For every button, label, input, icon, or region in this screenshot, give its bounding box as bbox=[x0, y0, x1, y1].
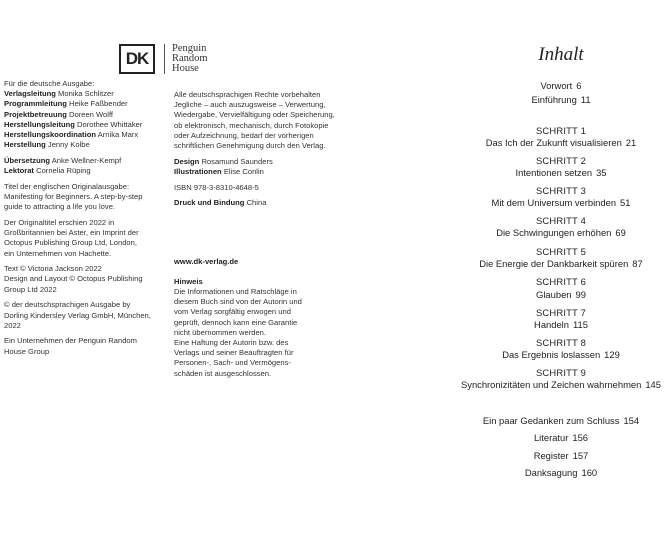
credit-line: Projektbetreuung Doreen Wolff bbox=[4, 109, 114, 119]
logo-divider bbox=[164, 44, 165, 74]
toc-entry[interactable]: Intentionen setzen 35 bbox=[515, 167, 607, 178]
credit-line: Lektorat Cornelia Rüping bbox=[4, 166, 91, 176]
credit-line: Design Rosamund Saunders bbox=[174, 156, 273, 166]
toc-entry[interactable]: Einführung 11 bbox=[531, 94, 591, 105]
toc-step-label: SCHRITT 1 bbox=[535, 125, 587, 136]
credit-line: Herstellungsleitung Dorothee Whittaker bbox=[4, 119, 143, 129]
design-credits-block bbox=[174, 157, 344, 177]
toc-step-label: SCHRITT 8 bbox=[535, 337, 587, 348]
website-block bbox=[174, 257, 344, 267]
toc-entry[interactable]: Synchronizitäten und Zeichen wahrnehmen 145 bbox=[461, 379, 661, 390]
toc-entry[interactable]: Die Schwingungen erhöhen 69 bbox=[496, 227, 626, 238]
rights-column bbox=[174, 90, 344, 384]
copyright-block: Text © Victoria Jackson 2022 Design and Layout © Octopus Publishing Group Ltd 2022 bbox=[4, 264, 143, 294]
print-block bbox=[174, 198, 344, 208]
toc-step-label: SCHRITT 4 bbox=[535, 215, 587, 226]
credits-intro: Für die deutsche Ausgabe: bbox=[4, 79, 95, 88]
toc-entry[interactable]: Glauben 99 bbox=[536, 289, 586, 300]
original-publication-block: Der Originaltitel erschien 2022 in Großbritannien bei Aster, ein Imprint der Octopus Publishing Group Ltd, London, ein Unternehmen von Hachette. bbox=[4, 217, 139, 258]
toc-step-label: SCHRITT 3 bbox=[535, 185, 587, 196]
company-block: Ein Unternehmen der Penguin Random House Group bbox=[4, 336, 137, 356]
credit-line: Verlagsleitung Monika Schlitzer bbox=[4, 89, 114, 99]
toc-step-label: SCHRITT 9 bbox=[535, 367, 587, 378]
toc-entry[interactable]: Das Ergebnis loslassen 129 bbox=[502, 349, 620, 360]
wordmark-line: Random bbox=[172, 53, 208, 64]
wordmark-line: House bbox=[172, 63, 199, 74]
toc-title: Inhalt bbox=[538, 44, 584, 65]
toc-entry[interactable]: Mit dem Universum verbinden 51 bbox=[491, 197, 631, 208]
publisher-logo bbox=[119, 44, 208, 74]
german-copyright-block: © der deutschsprachigen Ausgabe by Dorling Kindersley Verlag GmbH, München, 2022 bbox=[4, 300, 151, 330]
rights-block: Alle deutschsprachigen Rechte vorbehalten Jegliche – auch auszugsweise – Verwertung, Wiedergabe, Vervielfältigung oder Speicherung, ob elektronisch, mechanisch, durch Fotokopie oder Aufzeichnung, bedarf der vorherigen schriftlichen Genehmigung durch den Verlag. bbox=[174, 90, 335, 151]
toc-entry[interactable]: Die Energie der Dankbarkeit spüren 87 bbox=[479, 258, 643, 269]
website-link: www.dk-verlag.de bbox=[174, 256, 239, 266]
original-title-block: Titel der englischen Originalausgabe: Manifesting for Beginners. A step-by-step guide to attracting a life you love. bbox=[4, 181, 143, 212]
translation-block bbox=[4, 156, 154, 176]
wordmark-line: Penguin bbox=[172, 43, 207, 54]
credit-line: Herstellungskoordination Arnika Marx bbox=[4, 130, 139, 140]
credit-line: Übersetzung Anke Wellner-Kempf bbox=[4, 155, 122, 165]
credits-block bbox=[4, 79, 154, 150]
toc-entry[interactable]: Danksagung 160 bbox=[524, 467, 598, 478]
notice-heading: Hinweis bbox=[174, 276, 203, 286]
toc-entry[interactable]: Register 157 bbox=[533, 450, 589, 461]
toc-entry[interactable]: Vorwort 6 bbox=[540, 80, 582, 91]
toc-step-label: SCHRITT 7 bbox=[535, 307, 587, 318]
isbn: ISBN 978-3-8310-4648-5 bbox=[174, 182, 259, 192]
toc-entry[interactable]: Ein paar Gedanken zum Schluss 154 bbox=[482, 415, 640, 426]
notice-block: Hinweis Die Informationen und Ratschläge in diesem Buch sind von der Autorin und vom Verlag sorgfältig erwogen und geprüft, dennoch kann eine Garantie nicht übernommen werden. Eine Haftung der Autorin bzw. des Verlags und seiner Beauftragten für Personen-, Sach- und Vermögens- schäden ist ausgeschlossen. bbox=[174, 277, 344, 379]
toc-entry[interactable]: Handeln 115 bbox=[534, 319, 588, 330]
imprint-column bbox=[4, 79, 154, 362]
credit-line: Illustrationen Elise Conlin bbox=[174, 166, 264, 176]
toc-step-label: SCHRITT 2 bbox=[535, 155, 587, 166]
toc-step-label: SCHRITT 5 bbox=[535, 246, 587, 257]
toc-entry[interactable]: Das Ich der Zukunft visualisieren 21 bbox=[485, 137, 637, 148]
dk-logo-mark: DK bbox=[119, 44, 155, 74]
credit-line: Herstellung Jenny Kolbe bbox=[4, 140, 90, 150]
credit-line: Druck und Bindung China bbox=[174, 198, 267, 208]
toc-entry[interactable]: Literatur 156 bbox=[533, 432, 589, 443]
credit-line: Programmleitung Heike Faßbender bbox=[4, 99, 128, 109]
toc-step-label: SCHRITT 6 bbox=[535, 276, 587, 287]
penguin-random-house-wordmark bbox=[172, 44, 208, 74]
